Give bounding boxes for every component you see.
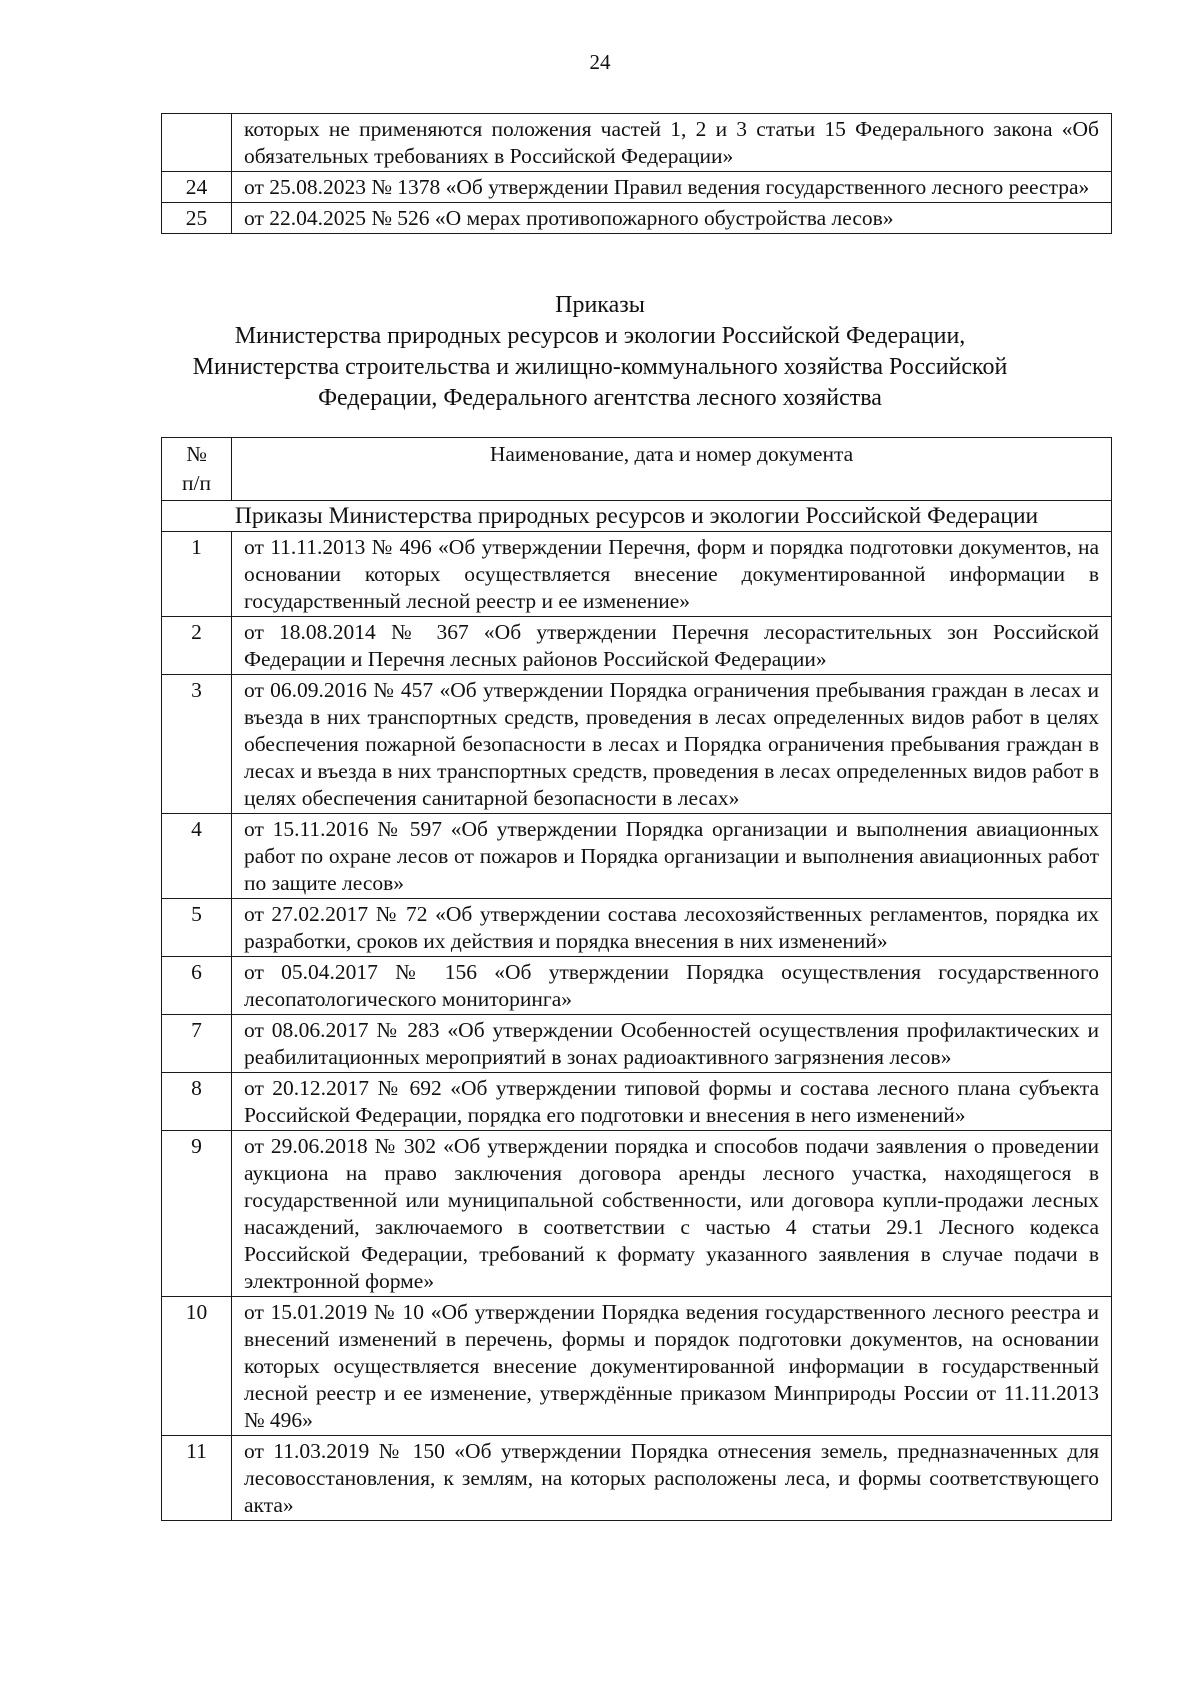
table-row bbox=[162, 675, 1112, 814]
column-header-number-line: № bbox=[186, 442, 207, 466]
section-title: Приказы Министерства природных ресурсов и экологии Российской Федерации bbox=[162, 501, 1112, 532]
row-number: 4 bbox=[162, 814, 232, 899]
heading-line: Федерации, Федерального агентства лесного хозяйства bbox=[318, 385, 882, 411]
row-number bbox=[162, 114, 232, 172]
document-entry: от 15.01.2019 № 10 «Об утверждении Порядка ведения государственного лесного реестра и внесений изменений в перечень, формы и порядок подготовки документов, на основании которых осуществляется внесение документированной информации в государственный лесной реестр и ее изменение, утверждённые приказом Минприроды России от 11.11.2013 № 496» bbox=[232, 1297, 1112, 1436]
document-entry: от 15.11.2016 № 597 «Об утверждении Порядка организации и выполнения авиационных работ по охране лесов от пожаров и Порядка организации и выполнения авиационных работ по защите лесов» bbox=[232, 814, 1112, 899]
row-number: 5 bbox=[162, 899, 232, 957]
document-entry: от 27.02.2017 № 72 «Об утверждении состава лесохозяйственных регламентов, порядка их разработки, сроков их действия и порядка внесения в них изменений» bbox=[232, 899, 1112, 957]
section-row bbox=[162, 501, 1112, 532]
row-number: 25 bbox=[162, 203, 232, 234]
table-row bbox=[162, 1073, 1112, 1131]
column-header-number-line: п/п bbox=[182, 471, 211, 495]
document-entry: от 08.06.2017 № 283 «Об утверждении Особенностей осуществления профилактических и реабилитационных мероприятий в зонах радиоактивного загрязнения лесов» bbox=[232, 1015, 1112, 1073]
table-row bbox=[162, 1297, 1112, 1436]
section-heading bbox=[150, 290, 1050, 414]
row-number: 9 bbox=[162, 1131, 232, 1297]
orders-table bbox=[161, 437, 1112, 1521]
document-entry: от 25.08.2023 № 1378 «Об утверждении Правил ведения государственного лесного реестра» bbox=[232, 172, 1112, 203]
row-number: 24 bbox=[162, 172, 232, 203]
table-row bbox=[162, 814, 1112, 899]
table-row bbox=[162, 114, 1112, 172]
document-entry: от 11.03.2019 № 150 «Об утверждении Порядка отнесения земель, предназначенных для лесовосстановления, к землям, на которых расположены леса, и формы соответствующего акта» bbox=[232, 1436, 1112, 1521]
document-entry: от 11.11.2013 № 496 «Об утверждении Перечня, форм и порядка подготовки документов, на основании которых осуществляется внесение документированной информации в государственный лесной реестр и ее изменение» bbox=[232, 532, 1112, 617]
document-entry: которых не применяются положения частей 1, 2 и 3 статьи 15 Федерального закона «Об обязательных требованиях в Российской Федерации» bbox=[232, 114, 1112, 172]
table-row bbox=[162, 899, 1112, 957]
table-row bbox=[162, 1015, 1112, 1073]
row-number: 3 bbox=[162, 675, 232, 814]
row-number: 10 bbox=[162, 1297, 232, 1436]
row-number: 6 bbox=[162, 957, 232, 1015]
document-entry: от 18.08.2014 № 367 «Об утверждении Перечня лесорастительных зон Российской Федерации и Перечня лесных районов Российской Федерации» bbox=[232, 617, 1112, 675]
document-entry: от 20.12.2017 № 692 «Об утверждении типовой формы и состава лесного плана субъекта Российской Федерации, порядка его подготовки и внесения в него изменений» bbox=[232, 1073, 1112, 1131]
document-entry: от 05.04.2017 № 156 «Об утверждении Порядка осуществления государственного лесопатологического мониторинга» bbox=[232, 957, 1112, 1015]
document-entry: от 29.06.2018 № 302 «Об утверждении порядка и способов подачи заявления о проведении аукциона на право заключения договора аренды лесного участка, находящегося в государственной или муниципальной собственности, или договора купли-продажи лесных насаждений, заключаемого в соответствии с частью 4 статьи 29.1 Лесного кодекса Российской Федерации, требований к формату указанного заявления в случае подачи в электронной форме» bbox=[232, 1131, 1112, 1297]
heading-line: Министерства природных ресурсов и экологии Российской Федерации, bbox=[234, 323, 966, 349]
table-row bbox=[162, 1131, 1112, 1297]
table-row bbox=[162, 957, 1112, 1015]
row-number: 11 bbox=[162, 1436, 232, 1521]
table-row bbox=[162, 1436, 1112, 1521]
row-number: 2 bbox=[162, 617, 232, 675]
column-header-name: Наименование, дата и номер документа bbox=[232, 438, 1112, 501]
table-header-row bbox=[162, 438, 1112, 501]
row-number: 7 bbox=[162, 1015, 232, 1073]
table-row bbox=[162, 203, 1112, 234]
table-row bbox=[162, 172, 1112, 203]
document-entry: от 06.09.2016 № 457 «Об утверждении Порядка ограничения пребывания граждан в лесах и въезда в них транспортных средств, проведения в лесах определенных видов работ в целях обеспечения пожарной безопасности в лесах и Порядка ограничения пребывания граждан в лесах и въезда в них транспортных средств, проведения в лесах определенных видов работ в целях обеспечения санитарной безопасности в лесах» bbox=[232, 675, 1112, 814]
continuation-table bbox=[161, 113, 1112, 234]
row-number: 1 bbox=[162, 532, 232, 617]
heading-line: Министерства строительства и жилищно-коммунального хозяйства Российской bbox=[192, 354, 1008, 380]
heading-line: Приказы bbox=[555, 292, 645, 318]
table-row bbox=[162, 532, 1112, 617]
row-number: 8 bbox=[162, 1073, 232, 1131]
column-header-number bbox=[162, 438, 232, 501]
table-row bbox=[162, 617, 1112, 675]
page-number: 24 bbox=[589, 50, 611, 74]
document-entry: от 22.04.2025 № 526 «О мерах противопожарного обустройства лесов» bbox=[232, 203, 1112, 234]
